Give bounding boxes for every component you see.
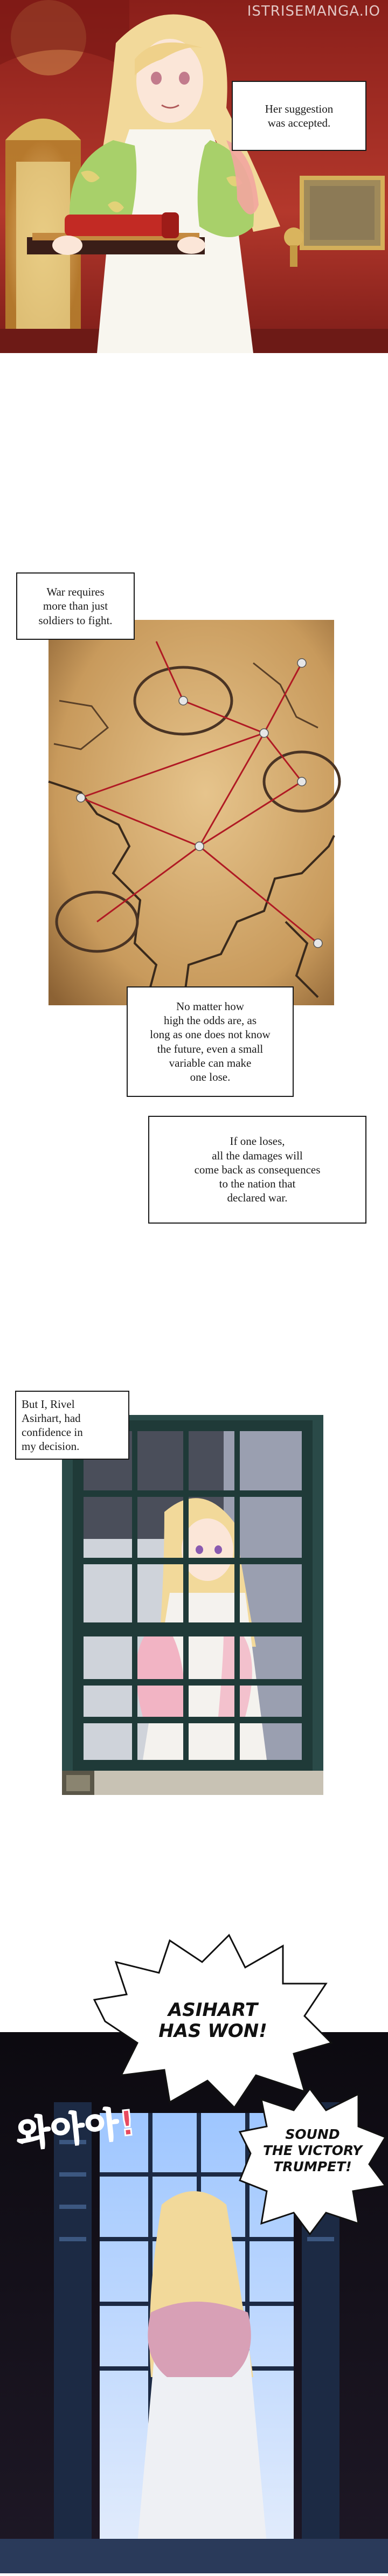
caption-suggestion-accepted: Her suggestion was accepted. — [232, 81, 366, 151]
bubble-text-victory-trumpet: SOUND THE VICTORY TRUMPET! — [262, 2126, 363, 2174]
panel-1-rivel-with-document — [0, 0, 388, 353]
panel-4-victory-celebration — [0, 1999, 388, 2573]
watermark: ISTRISEMANGA.IO — [247, 3, 380, 19]
war-map-illustration — [48, 620, 334, 1005]
window-scene-illustration — [62, 1415, 323, 1795]
panel-2-war-map — [48, 620, 334, 1005]
sfx-crowd-cheer: 와아아! — [15, 2103, 138, 2156]
caption-no-matter-odds: No matter how high the odds are, as long as one does not know the future, even a small variable can make one lose. — [127, 986, 294, 1097]
caption-war-requires: War requires more than just soldiers to fight. — [16, 572, 135, 640]
caption-if-one-loses: If one loses, all the damages will come back as consequences to the nation that declared war. — [148, 1116, 366, 1224]
panel-3-rivel-at-window — [62, 1415, 323, 1795]
bubble-text-asihart-won: ASIHART HAS WON! — [158, 1999, 267, 2042]
panel-1-illustration — [0, 0, 388, 353]
caption-rivel-confidence: But I, Rivel Asirhart, had confidence in my decision. — [15, 1391, 129, 1460]
